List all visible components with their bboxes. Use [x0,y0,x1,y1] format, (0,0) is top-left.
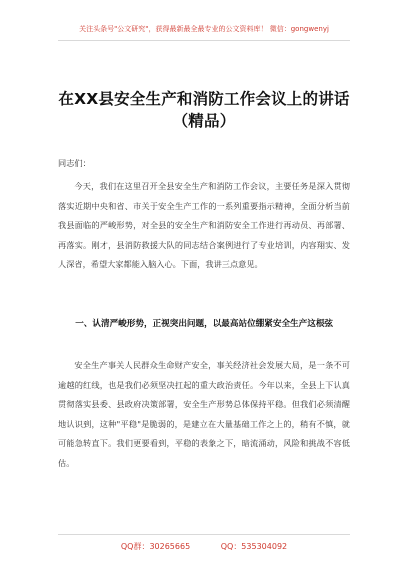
header-banner: 关注头条号"公文研究"，获得最新最全最专业的公文资料库！ 微信：gongwenyj [79,25,329,33]
footer-divider [58,534,350,535]
footer-qq: QQ：535304092 [220,542,288,551]
salutation: 同志们： [58,158,91,168]
footer-qq-group: QQ群：30265665 [120,542,191,551]
footer-contacts [58,540,350,554]
section-heading-1: 一、认清严峻形势，正视突出问题，以最高站位绷紧安全生产这根弦 [75,319,334,329]
document-title: 在XX县安全生产和消防工作会议上的讲话（精品） [58,90,350,130]
paragraph-section-1: 安全生产事关人民群众生命财产安全，事关经济社会发展大局，是一条不可逾越的红线，也是我们必须坚决扛起的重大政治责任。今年以来，全县上下认真贯彻落实县委、县政府决策部署，安全生产形势总体保持平稳。但我们必须清醒地认识到，这种"平稳"是脆弱的，是建立在大量基础工作之上的，稍有不慎，就可能急转直下。我们更要看到，平稳的表象之下，暗流涌动，风险和挑战不容低估。 [58,360,350,468]
paragraph-intro: 今天，我们在这里召开全县安全生产和消防工作会议，主要任务是深入贯彻落实近期中央和省、市关于安全生产工作的一系列重要指示精神，全面分析当前我县面临的严峻形势，对全县的安全生产和消防安全工作进行再动员、再部署、再落实。刚才，县消防救援大队的同志结合案例进行了专业培训，内容翔实、发人深省，希望大家都能入脑入心。下面，我讲三点意见。 [58,181,350,269]
header-divider [58,40,350,41]
